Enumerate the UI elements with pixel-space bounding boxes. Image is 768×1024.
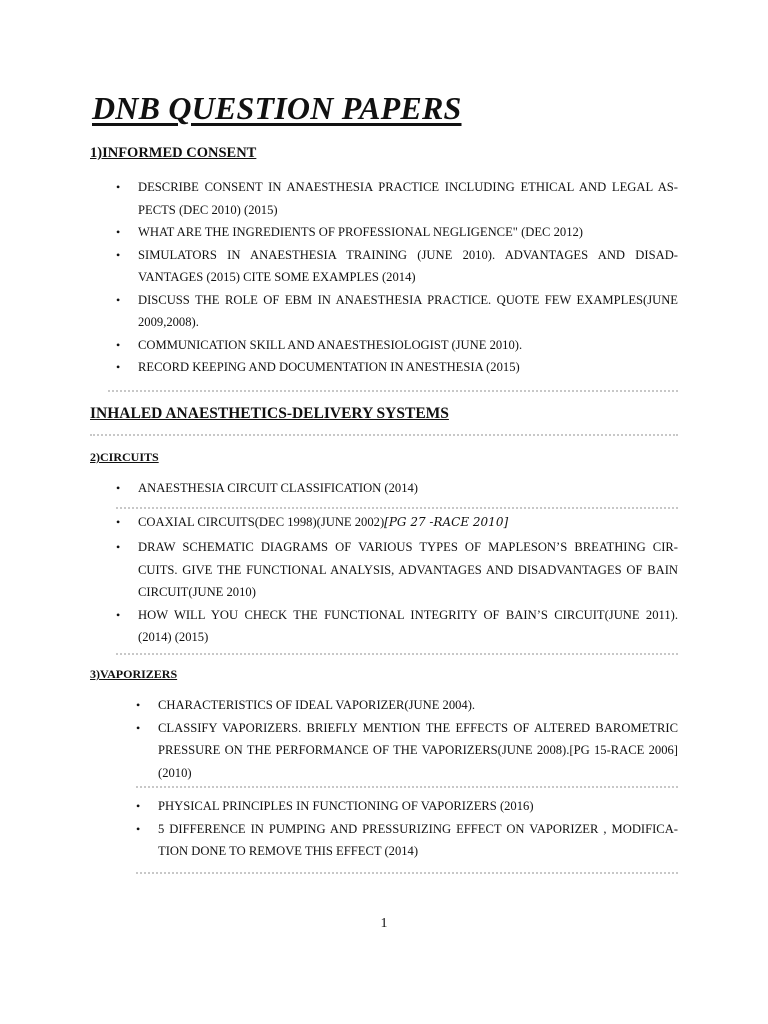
list-item: • HOW WILL YOU CHECK THE FUNCTIONAL INTEGRITY OF BAIN’S CIRCUIT(JUNE 2011). (2014) (2015) xyxy=(116,604,678,649)
list-item: • 5 DIFFERENCE IN PUMPING AND PRESSURIZING EFFECT ON VAPORIZER , MODIFICA-TION DONE TO REMOVE THIS EFFECT (2014) xyxy=(136,818,678,863)
list-item: • PHYSICAL PRINCIPLES IN FUNCTIONING OF VAPORIZERS (2016) xyxy=(136,795,678,818)
list-item: • CHARACTERISTICS OF IDEAL VAPORIZER(JUNE 2004). xyxy=(136,694,678,717)
dotted-divider xyxy=(116,653,678,655)
section-heading-inhaled-anaesthetics: INHALED ANAESTHETICS-DELIVERY SYSTEMS xyxy=(90,405,449,422)
bullet-icon: • xyxy=(136,720,141,735)
list-item: • DESCRIBE CONSENT IN ANAESTHESIA PRACTICE INCLUDING ETHICAL AND LEGAL AS-PECTS (DEC 2010) (2015) xyxy=(116,176,678,221)
coaxial-reference: [PG 27 -RACE 2010] xyxy=(384,514,509,529)
list-item: • SIMULATORS IN ANAESTHESIA TRAINING (JUNE 2010). ADVANTAGES AND DISAD-VANTAGES (2015) CITE SOME EXAMPLES (2014) xyxy=(116,244,678,289)
bullet-icon: • xyxy=(116,292,121,307)
bullet-icon: • xyxy=(136,799,141,813)
page-title: DNB QUESTION PAPERS xyxy=(92,90,462,126)
list-item: • COMMUNICATION SKILL AND ANAESTHESIOLOGIST (JUNE 2010). xyxy=(116,334,678,357)
bullet-icon: • xyxy=(116,225,121,239)
dotted-divider xyxy=(90,434,678,436)
dotted-divider xyxy=(116,507,678,509)
dotted-divider xyxy=(136,872,678,874)
bullet-icon: • xyxy=(116,247,121,262)
bullet-icon: • xyxy=(136,821,141,836)
list-item: • RECORD KEEPING AND DOCUMENTATION IN ANESTHESIA (2015) xyxy=(116,356,678,379)
bullet-icon: • xyxy=(116,540,121,554)
section-heading-informed-consent: 1)INFORMED CONSENT xyxy=(90,145,257,161)
list-item: • COAXIAL CIRCUITS(DEC 1998)(JUNE 2002)[PG 27 -RACE 2010] xyxy=(116,511,678,534)
list-item: • DRAW SCHEMATIC DIAGRAMS OF VARIOUS TYPES OF MAPLESON’S BREATHING CIR-CUITS. GIVE THE FUNCTIONAL ANALYSIS, ADVANTAGES AND DISADVANTAGES OF BAIN CIRCUIT(JUNE 2010) xyxy=(116,536,678,604)
vaporizers-list xyxy=(136,694,678,863)
page-number: 1 xyxy=(380,916,388,931)
bullet-icon: • xyxy=(116,180,121,194)
circuits-list xyxy=(116,477,678,649)
bullet-icon: • xyxy=(116,607,121,622)
list-item: • ANAESTHESIA CIRCUIT CLASSIFICATION (2014) xyxy=(116,477,678,500)
informed-consent-list xyxy=(116,176,678,379)
section-heading-circuits: 2)CIRCUITS xyxy=(90,450,159,464)
bullet-icon: • xyxy=(116,337,121,352)
list-item: • CLASSIFY VAPORIZERS. BRIEFLY MENTION THE EFFECTS OF ALTERED BAROMETRIC PRESSURE ON THE PERFORMANCE OF THE VAPORIZERS(JUNE 2008).[PG 15-RACE 2006](2010) xyxy=(136,717,678,785)
dotted-divider xyxy=(108,390,678,392)
bullet-icon: • xyxy=(116,481,121,495)
list-item: • DISCUSS THE ROLE OF EBM IN ANAESTHESIA PRACTICE. QUOTE FEW EXAMPLES(JUNE 2009,2008). xyxy=(116,289,678,334)
section-heading-vaporizers: 3)VAPORIZERS xyxy=(90,667,178,681)
bullet-icon: • xyxy=(116,360,121,374)
bullet-icon: • xyxy=(116,514,121,529)
list-item: • WHAT ARE THE INGREDIENTS OF PROFESSIONAL NEGLIGENCE" (DEC 2012) xyxy=(116,221,678,244)
bullet-icon: • xyxy=(136,698,141,712)
dotted-divider xyxy=(136,786,678,788)
